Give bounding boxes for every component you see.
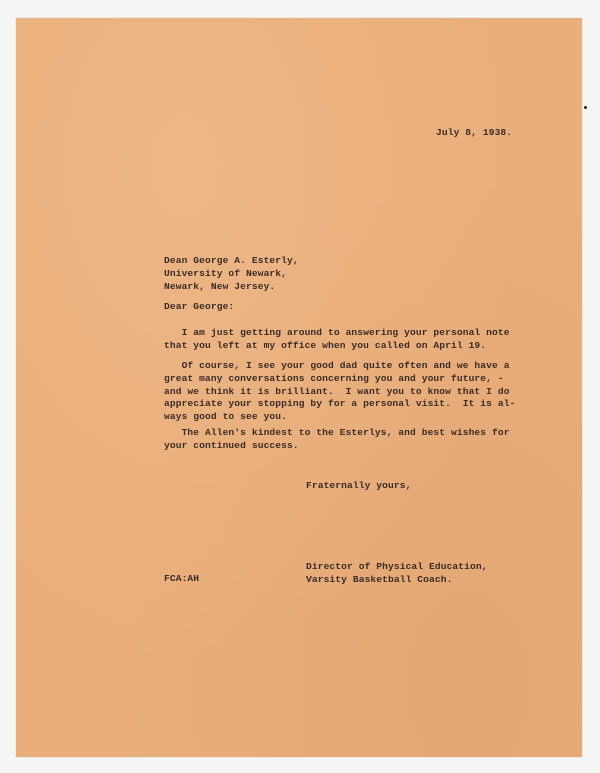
- body-line: The Allen's kindest to the Esterlys, and best wishes for: [164, 427, 510, 438]
- address-line: University of Newark,: [164, 267, 288, 279]
- address-line: Dean George A. Esterly,: [164, 255, 299, 266]
- paragraph-2: [164, 360, 515, 424]
- body-line: and we think it is brilliant. I want you to know that I do: [164, 385, 510, 397]
- address-line: Newark, New Jersey.: [164, 280, 276, 292]
- paragraph-1: [164, 327, 510, 353]
- salutation: Dear George:: [164, 301, 235, 312]
- body-line: Of course, I see your good dad quite often and we have a: [164, 360, 510, 371]
- signature-block: [306, 561, 488, 587]
- body-line: your continued success.: [164, 439, 299, 451]
- letter-page: [16, 18, 582, 757]
- signature-line: Varsity Basketball Coach.: [306, 573, 453, 585]
- body-line: great many conversations concerning you and your future, -: [164, 372, 504, 384]
- paragraph-3: [164, 427, 510, 453]
- body-line: that you left at my office when you called on April 19.: [164, 339, 487, 351]
- recipient-address: [164, 255, 299, 293]
- body-line: ways good to see you.: [164, 411, 288, 423]
- reference-initials: FCA:AH: [164, 573, 200, 584]
- letter-date: July 8, 1938.: [436, 127, 513, 138]
- signature-line: Director of Physical Education,: [306, 561, 488, 572]
- body-line: appreciate your stopping by for a personal visit. It is al-: [164, 398, 516, 410]
- body-line: I am just getting around to answering your personal note: [164, 327, 510, 338]
- ink-spot: [584, 106, 587, 109]
- complimentary-closing: Fraternally yours,: [306, 480, 412, 491]
